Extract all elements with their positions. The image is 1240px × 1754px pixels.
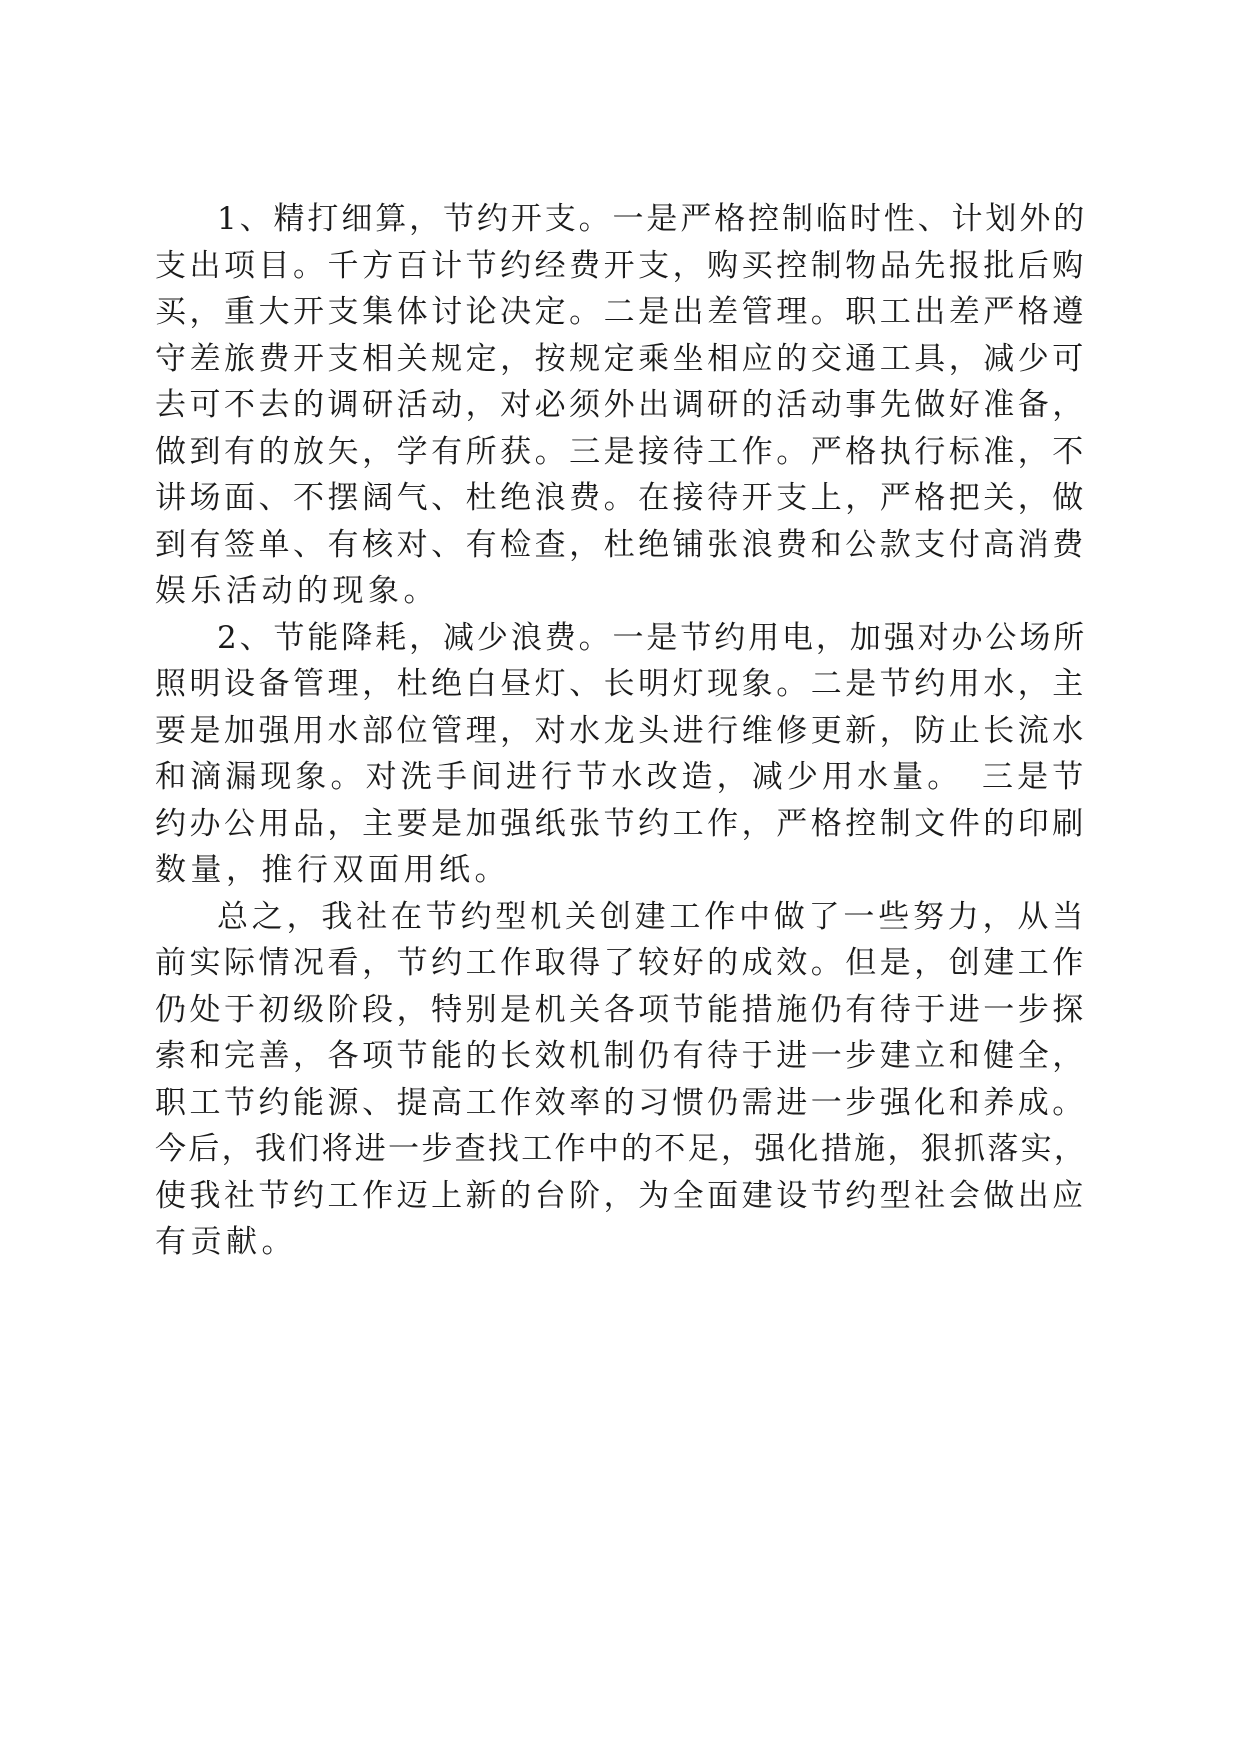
paragraph-2-line: 约办公用品，主要是加强纸张节约工作，严格控制文件的印刷	[155, 805, 1087, 842]
paragraph-1-line: 娱乐活动的现象。	[155, 573, 439, 609]
paragraph-3-line: 仍处于初级阶段，特别是机关各项节能措施仍有待于进一步探	[155, 991, 1087, 1028]
paragraph-2-line: 要是加强用水部位管理，对水龙头进行维修更新，防止长流水	[155, 712, 1087, 749]
paragraph-1-line: 守差旅费开支相关规定，按规定乘坐相应的交通工具，减少可	[155, 340, 1087, 377]
paragraph-3-line: 有贡献。	[155, 1224, 297, 1260]
paragraph-1-line: 买，重大开支集体讨论决定。二是出差管理。职工出差严格遵	[155, 294, 1087, 330]
document-body	[155, 196, 1090, 1266]
paragraph-2-line: 数量，推行双面用纸。	[155, 852, 510, 888]
paragraph-1-line: 到有签单、有核对、有检查，杜绝铺张浪费和公款支付高消费	[155, 526, 1087, 563]
paragraph-2-line: 和滴漏现象。对洗手间进行节水改造，减少用水量。 三是节	[155, 759, 1088, 795]
paragraph-3-line: 职工节约能源、提高工作效率的习惯仍需进一步强化和养成。	[155, 1084, 1087, 1121]
paragraph-1-line: 讲场面、不摆阔气、杜绝浪费。在接待开支上，严格把关，做	[155, 480, 1087, 516]
paragraph-2-line: 2、节能降耗，减少浪费。一是节约用电，加强对办公场所	[217, 619, 1088, 656]
paragraph-3-line: 索和完善，各项节能的长效机制仍有待于进一步建立和健全，	[155, 1038, 1087, 1074]
paragraph-3-line: 今后，我们将进一步查找工作中的不足，强化措施，狠抓落实，	[155, 1131, 1088, 1167]
paragraph-2-line: 照明设备管理，杜绝白昼灯、长明灯现象。二是节约用水，主	[155, 666, 1087, 702]
paragraph-3-line: 前实际情况看，节约工作取得了较好的成效。但是，创建工作	[155, 945, 1087, 981]
paragraph-3-line: 总之，我社在节约型机关创建工作中做了一些努力，从当	[217, 898, 1087, 935]
paragraph-1-line: 支出项目。千方百计节约经费开支，购买控制物品先报批后购	[155, 247, 1087, 284]
paragraph-1-line: 去可不去的调研活动，对必须外出调研的活动事先做好准备，	[155, 387, 1087, 423]
paragraph-3-line: 使我社节约工作迈上新的台阶，为全面建设节约型社会做出应	[155, 1177, 1087, 1214]
paragraph-1-line: 做到有的放矢，学有所获。三是接待工作。严格执行标准，不	[155, 433, 1087, 470]
paragraph-1-line: 1、精打细算，节约开支。一是严格控制临时性、计划外的	[217, 201, 1088, 237]
